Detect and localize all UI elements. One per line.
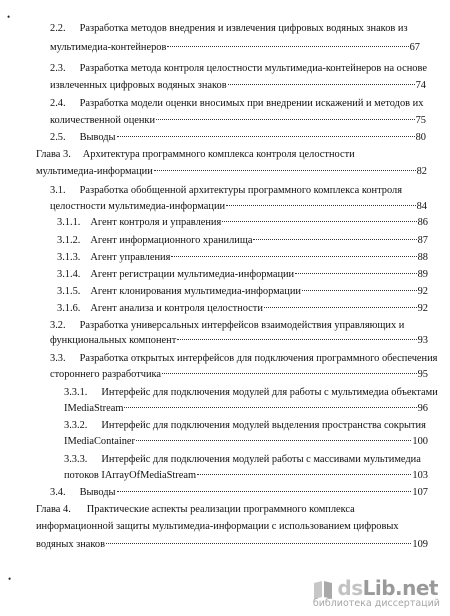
chapter-number: Глава 3.: [36, 149, 71, 160]
chapter-title: водяных знаков: [36, 539, 106, 550]
dot-leader: [136, 440, 411, 441]
toc-chapter: [36, 148, 355, 161]
dot-leader: [156, 119, 415, 120]
dot-leader: [162, 373, 417, 374]
toc-entry: [50, 131, 426, 144]
entry-number: 3.3.3.: [64, 454, 88, 465]
toc-entry: [50, 97, 423, 110]
page-number: 74: [415, 80, 426, 91]
toc-entry: [57, 251, 428, 264]
entry-number: 3.1.3.: [57, 252, 81, 263]
page-number: 80: [415, 132, 426, 143]
toc-entry: [50, 22, 408, 35]
toc-entry: [50, 319, 404, 332]
watermark-logo: [337, 576, 438, 600]
dot-leader: [295, 273, 416, 274]
entry-title: Агент информационного хранилища: [90, 235, 253, 246]
page-number: 87: [417, 235, 428, 246]
page-number: 109: [412, 539, 428, 550]
dot-leader: [226, 205, 416, 206]
chapter-title: Архитектура программного комплекса контроля целостности: [82, 149, 355, 160]
page-number: 95: [417, 369, 428, 380]
watermark-subtitle: библиотека диссертаций: [312, 598, 440, 609]
entry-title: Разработка открытых интерфейсов для подключения программного обеспечения: [79, 353, 438, 364]
entry-number: 3.1.5.: [57, 286, 81, 297]
toc-entry-continuation: [50, 41, 420, 54]
book-icon: [312, 578, 334, 600]
entry-title: стороннего разработчика: [50, 369, 162, 380]
page-number: 107: [412, 487, 428, 498]
page-number: 92: [417, 286, 428, 297]
toc-entry-continuation: [50, 368, 428, 381]
entry-title: Агент контроля и управления: [90, 217, 222, 228]
entry-title: Агент анализа и контроля целостности: [90, 303, 263, 314]
chapter-number: Глава 4.: [36, 504, 71, 515]
dot-leader: [124, 407, 416, 408]
entry-number: 3.2.: [50, 320, 66, 331]
dot-leader: [222, 221, 416, 222]
entry-title: Разработка методов внедрения и извлечения цифровых водяных знаков из: [79, 23, 408, 34]
toc-entry: [64, 453, 421, 466]
entry-number: 3.4.: [50, 487, 66, 498]
entry-number: 2.3.: [50, 63, 66, 74]
toc-entry-continuation: [50, 114, 426, 127]
toc-entry: [57, 268, 428, 281]
toc-entry: [50, 184, 402, 197]
dot-leader: [264, 307, 417, 308]
toc-entry-continuation: [64, 435, 428, 448]
entry-number: 3.3.2.: [64, 420, 88, 431]
chapter-title: мультимедиа-информации: [36, 166, 153, 177]
watermark-brand-ds: ds: [337, 576, 363, 600]
chapter-title: Практические аспекты реализации программного комплекса: [86, 504, 355, 515]
toc-chapter-continuation: [36, 538, 428, 551]
chapter-title: информационной защиты мультимедиа-информации с использованием цифровых: [36, 521, 399, 532]
entry-title: функциональных компонент: [50, 335, 177, 346]
entry-title: Выводы: [79, 132, 116, 143]
entry-number: 2.4.: [50, 98, 66, 109]
dot-leader: [197, 474, 411, 475]
entry-title: Агент клонирования мультимедиа-информации: [90, 286, 301, 297]
toc-chapter: [36, 503, 355, 516]
toc-entry-continuation: [64, 469, 428, 482]
toc-entry-continuation: [50, 200, 427, 213]
entry-number: 3.3.: [50, 353, 66, 364]
entry-title: Интерфейс для подключения модулей выделения пространства сокрытия: [101, 420, 426, 431]
entry-title: IMediaContainer: [64, 436, 135, 447]
toc-entry-continuation: [50, 334, 428, 347]
toc-chapter-continuation: [36, 520, 399, 533]
entry-title: потоков IArrayOfMediaStream: [64, 470, 197, 481]
entry-number: 3.1.6.: [57, 303, 81, 314]
entry-title: Интерфейс для подключения модулей работы с массивами мультимедиа: [101, 454, 421, 465]
dot-leader: [167, 46, 408, 47]
toc-chapter-continuation: [36, 165, 427, 178]
dot-leader: [302, 290, 417, 291]
toc-entry: [64, 386, 438, 399]
entry-title: Агент регистрации мультимедиа-информации: [90, 269, 295, 280]
toc-entry: [50, 486, 428, 499]
page-number: 67: [409, 42, 420, 53]
watermark-brand-lib: Lib.net: [362, 576, 438, 600]
page-number: 100: [412, 436, 428, 447]
entry-title: Разработка универсальных интерфейсов взаимодействия управляющих и: [79, 320, 405, 331]
page-number: 93: [417, 335, 428, 346]
page-number: 82: [416, 166, 427, 177]
entry-title: целостности мультимедиа-информации: [50, 201, 226, 212]
toc-entry: [57, 285, 428, 298]
dot-leader: [228, 84, 415, 85]
dot-leader: [117, 136, 415, 137]
entry-title: Интерфейс для подключения модулей для работы с мультимедиа объектами: [101, 387, 438, 398]
page-number: 86: [417, 217, 428, 228]
entry-title: Разработка модели оценки вносимых при внедрении искажений и методов их: [79, 98, 424, 109]
page-number: 84: [416, 201, 427, 212]
page-number: 75: [415, 115, 426, 126]
entry-title: Агент управления: [90, 252, 171, 263]
dot-leader: [154, 170, 416, 171]
entry-number: 2.2.: [50, 23, 66, 34]
entry-number: 3.1.2.: [57, 235, 81, 246]
toc-entry-continuation: [64, 402, 428, 415]
page-number: 89: [417, 269, 428, 280]
dot-leader: [253, 239, 416, 240]
entry-number: 3.1.1.: [57, 217, 81, 228]
page-number: 103: [412, 470, 428, 481]
toc-entry: [64, 419, 426, 432]
toc-entry: [57, 216, 428, 229]
entry-number: 3.1.4.: [57, 269, 81, 280]
scan-mark: •: [8, 574, 12, 584]
dot-leader: [106, 543, 411, 544]
toc-entry-continuation: [50, 79, 426, 92]
entry-title: IMediaStream: [64, 403, 124, 414]
entry-title: Разработка метода контроля целостности мультимедиа-контейнеров на основе: [79, 63, 427, 74]
page-number: 88: [417, 252, 428, 263]
dot-leader: [177, 339, 416, 340]
scan-mark: •: [7, 12, 11, 22]
toc-entry: [57, 234, 428, 247]
entry-title: мультимедиа-контейнеров: [50, 42, 167, 53]
toc-entry: [50, 62, 427, 75]
toc-entry: [57, 302, 428, 315]
dot-leader: [171, 256, 416, 257]
watermark: [312, 576, 442, 610]
page-number: 96: [417, 403, 428, 414]
entry-title: Разработка обобщенной архитектуры программного комплекса контроля: [79, 185, 403, 196]
dot-leader: [117, 491, 412, 492]
entry-title: Выводы: [79, 487, 116, 498]
entry-number: 3.1.: [50, 185, 66, 196]
entry-number: 3.3.1.: [64, 387, 88, 398]
toc-entry: [50, 352, 437, 365]
page-number: 92: [417, 303, 428, 314]
entry-title: количественной оценки: [50, 115, 156, 126]
entry-number: 2.5.: [50, 132, 66, 143]
entry-title: извлеченных цифровых водяных знаков: [50, 80, 227, 91]
